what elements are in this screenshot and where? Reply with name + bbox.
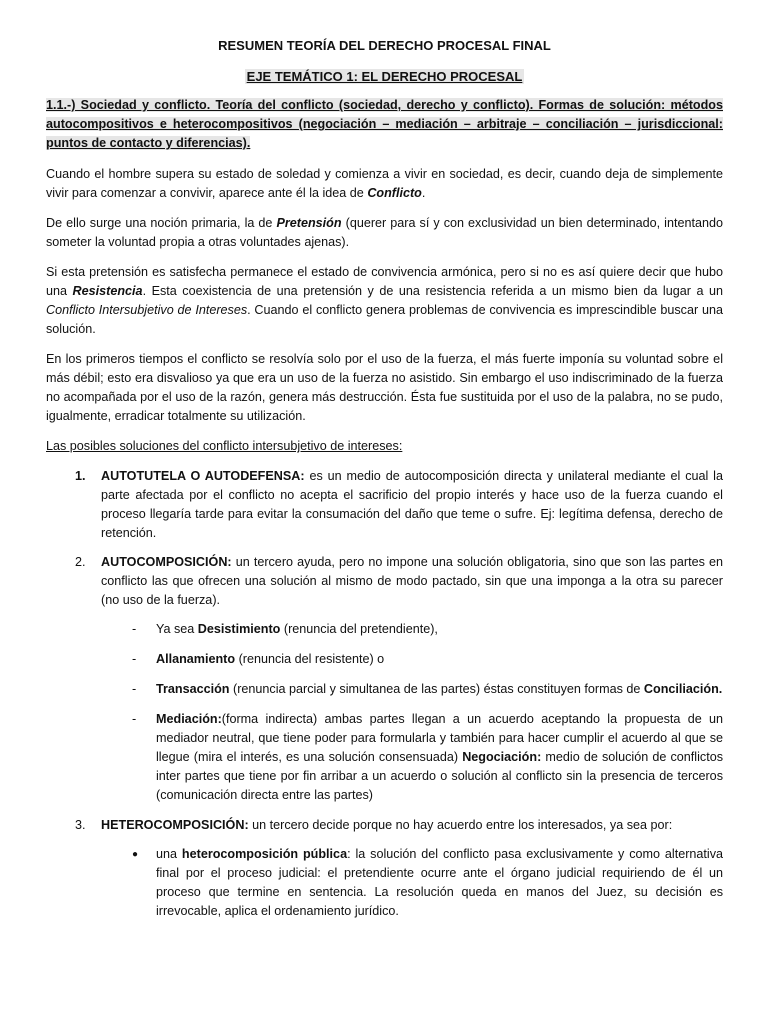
soluciones-heading-text: Las posibles soluciones del conflicto intersubjetivo de intereses: — [46, 439, 403, 453]
list-number: 2. — [75, 555, 86, 569]
item-text: un tercero ayuda, pero no impone una solución obligatoria, sino que son las partes en conflicto las que ofrecen una solución al mismo de modo pactado, sin que una imponga a la otra su parecer (no uso de la fuerza). — [101, 555, 723, 607]
dash-item-desistimiento — [46, 620, 723, 639]
list-item-autotutela — [46, 467, 723, 543]
dash-marker: - — [132, 712, 137, 726]
text-run: De ello surge una noción primaria, la de — [46, 216, 277, 230]
text-run: Cuando el hombre supera su estado de soledad y comienza a vivir en sociedad, es decir, cuando deja de simplemente vivir para comenzar a convivir, aparece ante él la idea de — [46, 167, 723, 200]
text-run: . — [421, 186, 426, 200]
text-run: Si esta pretensión es satisfecha permanece el estado de convivencia armónica, pero si no es así quiere decir que hubo una — [46, 265, 723, 298]
term-pretension: Pretensión — [276, 216, 342, 230]
term-transaccion: Transacción — [156, 682, 230, 696]
term-negociacion: Negociación: — [462, 750, 542, 764]
text-run: medio de solución de conflictos inter partes que tiene por fin arribar a un acuerdo o solución al conflicto sin la presencia de terceros (comunicación directa entre las partes) — [156, 750, 724, 802]
term-conflicto: Conflicto — [367, 186, 422, 200]
term-mediacion: Mediación: — [156, 712, 222, 726]
text-run: (querer para sí y con exclusividad un bien determinado, intentando someter la voluntad propia a otras voluntades ajenas). — [46, 216, 723, 249]
term-conflicto-intersubjetivo: Conflicto Intersubjetivo de Intereses — [46, 303, 248, 317]
item-label: HETEROCOMPOSICIÓN: — [101, 818, 249, 832]
text-run: Ya sea — [156, 622, 198, 636]
text-run: . Cuando el conflicto genera problemas de convivencia es imprescindible buscar una solución. — [46, 303, 723, 336]
text-run: una — [156, 847, 182, 861]
dash-marker: - — [132, 622, 137, 636]
document-title: RESUMEN TEORÍA DEL DERECHO PROCESAL FINAL — [218, 38, 551, 53]
section-heading — [46, 96, 723, 153]
paragraph-pretension — [46, 214, 723, 252]
term-resistencia: Resistencia — [72, 284, 143, 298]
term-desistimiento: Desistimiento — [197, 622, 281, 636]
dash-item-mediacion — [46, 710, 723, 805]
paragraph-resistencia — [46, 263, 723, 339]
item-text: un tercero decide porque no hay acuerdo entre los interesados, ya sea por: — [248, 818, 673, 832]
dash-marker: - — [132, 652, 137, 666]
eje-wrapper — [46, 67, 723, 87]
term-heterocomposicion-publica: heterocomposición pública — [181, 847, 348, 861]
term-allanamiento: Allanamiento — [156, 652, 236, 666]
section-heading-text: 1.1.-) Sociedad y conflicto. Teoría del conflicto (sociedad, derecho y conflicto). Formas de solución: métodos autocompositivos e heterocompositivos (negociación – mediación – arbitraje – conciliación – jurisdiccional: puntos de contacto y diferencias). — [46, 98, 723, 150]
dash-marker: - — [132, 682, 137, 696]
text-run: (renuncia del pretendiente), — [280, 622, 438, 636]
term-conciliacion: Conciliación. — [643, 682, 723, 696]
text-run: (renuncia parcial y simultanea de las partes) éstas constituyen formas de — [229, 682, 644, 696]
list-number: 1. — [75, 469, 86, 483]
list-item-autocomposicion — [46, 553, 723, 610]
item-text: es un medio de autocomposición directa y unilateral mediante el cual la parte afectada por el conflicto no acepta el sacrificio del propio interés y hace uso de la fuerza cuando el proceso llegaría tarde para evitar la consumación del daño que teme o sufre. Ej: legítima defensa, derecho de retención. — [101, 469, 723, 540]
paragraph-conflicto — [46, 165, 723, 203]
text-run: (renuncia del resistente) o — [235, 652, 385, 666]
list-number: 3. — [75, 818, 86, 832]
dash-item-allanamiento — [46, 650, 723, 669]
item-label: AUTOCOMPOSICIÓN: — [101, 555, 232, 569]
item-label: AUTOTUTELA O AUTODEFENSA: — [101, 469, 305, 483]
soluciones-heading — [46, 437, 723, 456]
text-run: (forma indirecta) ambas partes llegan a un acuerdo aceptando la propuesta de un mediador neutral, que tiene poder para formularla y también para hacer cumplir el acuerdo al que se llegue (mira el interés, es una solución consensuada) — [156, 712, 723, 764]
bullet-item-heterocomposicion-publica — [46, 845, 723, 921]
bullet-marker: ● — [132, 849, 139, 860]
text-run: : la solución del conflicto pasa exclusivamente y como alternativa final por el proceso judicial: el pretendiente ocurre ante el órgano judicial requiriendo de él un proceso que termine en sentencia. La resolución queda en manos del Juez, su decisión es irrevocable, aplica el ordenamiento jurídico. — [156, 847, 724, 918]
eje-heading: EJE TEMÁTICO 1: EL DERECHO PROCESAL — [246, 69, 523, 84]
dash-item-transaccion — [46, 680, 723, 699]
paragraph-fuerza: En los primeros tiempos el conflicto se resolvía solo por el uso de la fuerza, el más fuerte imponía su voluntad sobre el más débil; esto era disvalioso ya que era un uso de la fuerza no asistido. Sin embargo el uso indiscriminado de la fuerza no acompañada por el uso de la razón, genera más destrucción. Ésta fue sustituida por el uso de la palabra, no se pudo, igualmente, erradicar totalmente su utilización. — [46, 352, 723, 423]
text-run: . Esta coexistencia de una pretensión y de una resistencia referida a un mismo bien da lugar a un — [142, 284, 723, 298]
list-item-heterocomposicion — [46, 816, 723, 835]
